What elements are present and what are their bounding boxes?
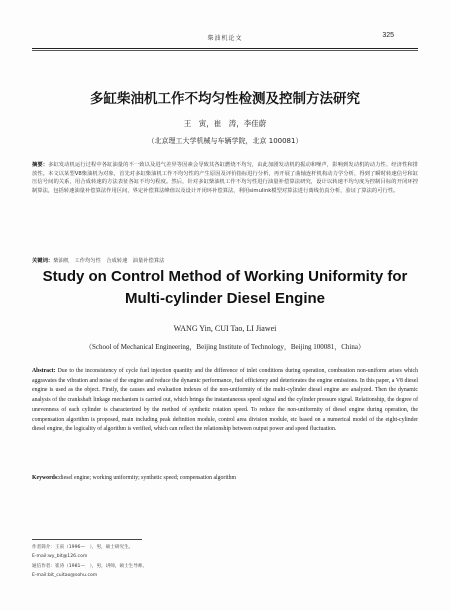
keywords-english [32, 475, 418, 481]
footnote-author-email: E-mail:wy_bit@126.com [32, 554, 88, 560]
keywords-chinese [32, 256, 418, 264]
authors-chinese: 王 寅，崔 涛，李佳蔚 [183, 119, 267, 128]
affiliation-english: （School of Mechanical Engineering，Beijing Institute of Technology，Beijing 100081，China） [85, 343, 365, 351]
authors-english: WANG Yin, CUI Tao, LI Jiawei [173, 324, 277, 333]
abstract-english-text: Due to the inconsistency of cycle fuel injection quantity and the difference of inlet conditions during operation, combustion non-uniform arises which aggravates the vibration and noise of the engine and reduce the dynamic performance, fuel efficiency and deteriorates the engine emissions. In this paper, a V8 diesel engine is used as the object. Firstly, the causes and evaluation indexes of the non-uniformity of the multi-cylinder diesel engine are analyzed. Then the dynamic analysis of the crankshaft linkage mechanism is carried out, which brings the instantaneous speed signal and the cylinder pressure signal. Relationship, the degree of unevenness of each cylinder is characterized by the method of synthetic rotation speed. To reduce the non-uniformity of diesel engine during operation, the compensation algorithm is proposed, main including peak definition module, control area division module, etc based on a numerical model of the eight-cylinder diesel engine, the logicality of algorithm is verified, which can reflect the relationship between output power and speed fluctuation. [32, 368, 418, 433]
footnote-corresponding-author: 通信作者：崔涛（1981— ），男，讲师，硕士生导师。 [32, 563, 148, 569]
abstract-english [32, 367, 418, 435]
abstract-chinese-label: 摘要： [32, 162, 49, 168]
affiliation-chinese: （北京理工大学机械与车辆学院，北京 100081） [147, 137, 303, 145]
keywords-chinese-text: 柴油机 工作均匀性 合成转速 油量补偿算法 [53, 258, 165, 264]
footnote-corresponding-email: E-mail:bit_cuitao@sohu.com [32, 573, 98, 579]
keywords-english-text: diesel engine; working uniformity; synthetic speed; compensation algorithm [59, 475, 236, 481]
abstract-chinese [32, 161, 418, 196]
footnote-author-bio: 作者简介：王寅（1996— ），男，硕士研究生。 [32, 545, 134, 550]
abstract-chinese-text: 多缸发动机运行过程中各缸油量的不一致以及进气差异等因素会导致其各缸燃烧不均匀，由此加剧发动机的振动和噪声，影响到发动机的动力性、经济性和排放性。本文以某型V8柴油机为对象，首先对多缸柴油机工作不均匀性的产生原因及评价指标进行分析，再开展了曲轴连杆机构动力学分析，得到了瞬时转速信号和缸压信号间的关系，用合成转速的方法表征各缸不均匀程度。然后，针对多缸柴油机工作不均匀性进行油量补偿算法研究，设计以转速不均匀度为控制目标的开闭环控制算法，包括转速油量补偿算法作用区间，界定补偿算法峰值以及设计开闭环补偿算法，利用simulink模型对算法进行离线仿真分析，验证了算法的可行性。 [32, 162, 418, 195]
title-chinese: 多缸柴油机工作不均匀性检测及控制方法研究 [90, 91, 360, 107]
footnotes [32, 543, 418, 581]
abstract-english-label: Abstract: [32, 368, 56, 374]
title-english: Study on Control Method of Working Uniformity for Multi-cylinder Diesel Engine [42, 268, 408, 307]
keywords-chinese-label: 关键词： [32, 258, 54, 264]
keywords-english-label: Keywords: [32, 475, 60, 481]
footnote-rule [32, 539, 142, 540]
page-number: 325 [382, 32, 394, 39]
header-rule-thin [32, 50, 418, 51]
running-head-title: 柴油机论文 [207, 35, 243, 42]
header-rule [32, 48, 418, 49]
running-head [0, 33, 450, 47]
